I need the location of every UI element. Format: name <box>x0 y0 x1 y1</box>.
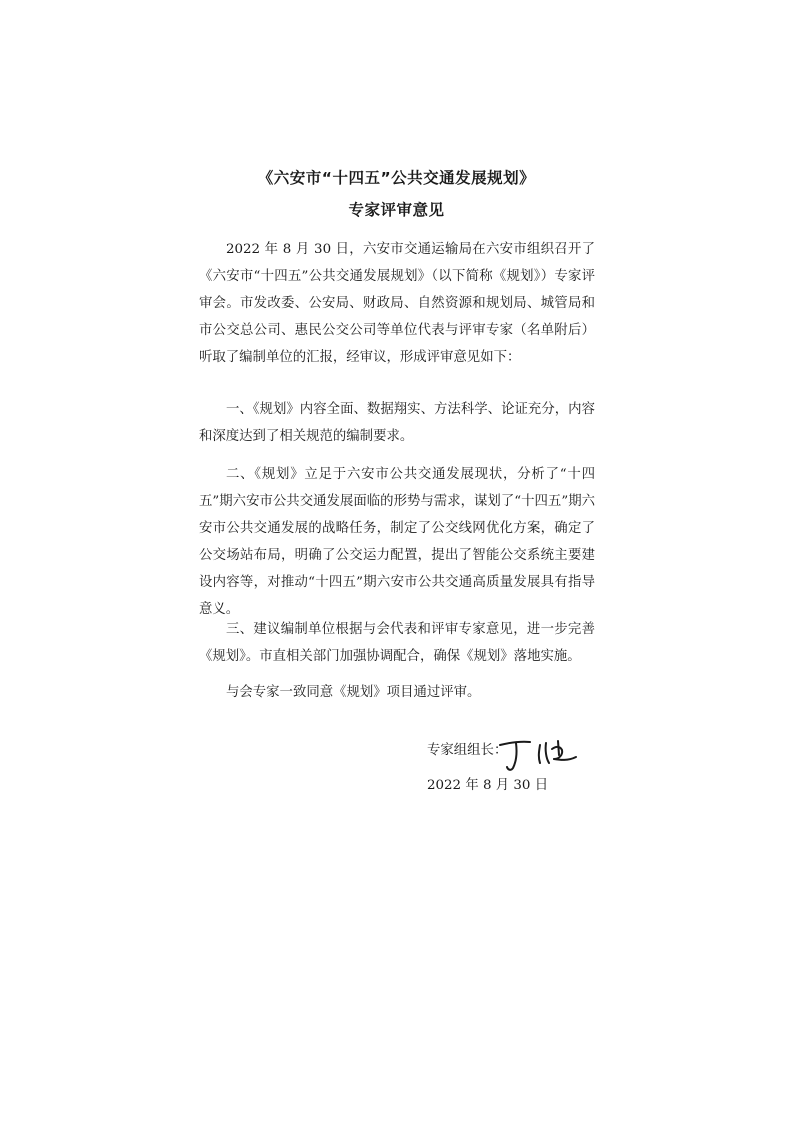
paragraph-opinion-1: 一、《规划》内容全面、数据翔实、方法科学、论证充分，内容和深度达到了相关规范的编制要求。 <box>199 402 595 444</box>
signature-date: 2022 年 8 月 30 日 <box>427 778 549 793</box>
document-subtitle: 专家评审意见 <box>348 201 445 219</box>
paragraph-opinion-2: 二、《规划》立足于六安市公共交通发展现状，分析了“十四五”期六安市公共交通发展面临的形势与需求，谋划了“十四五”期六安市公共交通发展的战略任务，制定了公交线网优化方案，确定了公交场站布局，明确了公交运力配置，提出了智能公交系统主要建设内容等，对推动“十四五”期六安市公共交通高质量发展具有指导意义。 <box>199 467 595 617</box>
handwritten-signature <box>496 733 582 775</box>
paragraph-intro: 2022 年 8 月 30 日，六安市交通运输局在六安市组织召开了《六安市“十四五”公共交通发展规划》（以下简称《规划》）专家评审会。市发改委、公安局、财政局、自然资源和规划局、城管局和市公交总公司、惠民公交公司等单位代表与评审专家（名单附后）听取了编制单位的汇报，经审议，形成评审意见如下： <box>199 242 595 365</box>
signature-label: 专家组组长： <box>427 743 508 758</box>
document-title: 《六安市“十四五”公共交通发展规划》 <box>257 169 536 187</box>
paragraph-opinion-3: 三、建议编制单位根据与会代表和评审专家意见，进一步完善《规划》。市直相关部门加强协调配合，确保《规划》落地实施。 <box>199 622 595 664</box>
paragraph-conclusion: 与会专家一致同意《规划》项目通过评审。 <box>226 685 481 700</box>
